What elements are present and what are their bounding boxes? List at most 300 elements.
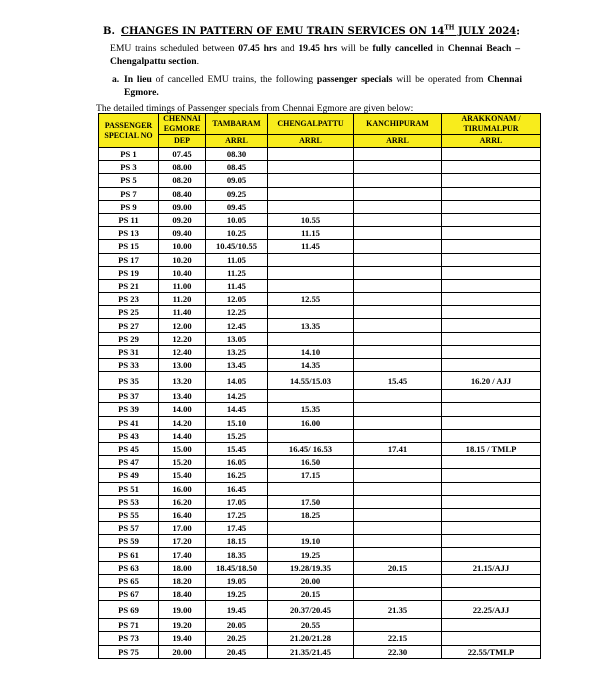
cell-train-no: PS 1 bbox=[99, 148, 159, 161]
table-row bbox=[99, 469, 541, 482]
cell-chengalpattu-arr bbox=[268, 200, 354, 213]
cell-egmore-dep: 16.00 bbox=[159, 482, 206, 495]
cell-kanchipuram-arr bbox=[354, 359, 442, 372]
cell-tambaram-arr: 16.25 bbox=[206, 469, 268, 482]
cell-chengalpattu-arr: 13.35 bbox=[268, 319, 354, 332]
cell-egmore-dep: 10.00 bbox=[159, 240, 206, 253]
cell-arakkonam-arr bbox=[442, 240, 541, 253]
table-row bbox=[99, 227, 541, 240]
cell-arakkonam-arr bbox=[442, 588, 541, 601]
cell-kanchipuram-arr bbox=[354, 574, 442, 587]
cell-kanchipuram-arr bbox=[354, 293, 442, 306]
cell-train-no: PS 11 bbox=[99, 213, 159, 226]
cell-kanchipuram-arr bbox=[354, 174, 442, 187]
cell-arakkonam-arr bbox=[442, 403, 541, 416]
cell-chengalpattu-arr: 20.55 bbox=[268, 619, 354, 632]
cell-arakkonam-arr bbox=[442, 456, 541, 469]
cell-chengalpattu-arr: 14.55/15.03 bbox=[268, 372, 354, 390]
table-row bbox=[99, 416, 541, 429]
cell-arakkonam-arr bbox=[442, 213, 541, 226]
table-row bbox=[99, 588, 541, 601]
cell-tambaram-arr: 20.05 bbox=[206, 619, 268, 632]
para-status: fully cancelled bbox=[372, 43, 433, 54]
cell-arakkonam-arr bbox=[442, 148, 541, 161]
cell-egmore-dep: 08.00 bbox=[159, 161, 206, 174]
cell-tambaram-arr: 16.05 bbox=[206, 456, 268, 469]
item-a bbox=[112, 73, 522, 99]
cell-tambaram-arr: 13.25 bbox=[206, 345, 268, 358]
cell-train-no: PS 21 bbox=[99, 279, 159, 292]
cell-kanchipuram-arr bbox=[354, 619, 442, 632]
cell-egmore-dep: 19.40 bbox=[159, 632, 206, 645]
cell-egmore-dep: 13.20 bbox=[159, 372, 206, 390]
table-row bbox=[99, 508, 541, 521]
section-title-sup: TH bbox=[444, 25, 455, 32]
cell-arakkonam-arr: 22.25/AJJ bbox=[442, 601, 541, 619]
cell-train-no: PS 57 bbox=[99, 522, 159, 535]
item-a-text bbox=[124, 73, 522, 99]
cell-train-no: PS 39 bbox=[99, 403, 159, 416]
table-row bbox=[99, 319, 541, 332]
para-text: and bbox=[276, 43, 299, 54]
cell-train-no: PS 7 bbox=[99, 187, 159, 200]
cell-kanchipuram-arr bbox=[354, 416, 442, 429]
para-time-from: 07.45 hrs bbox=[238, 43, 277, 54]
table-row bbox=[99, 574, 541, 587]
cell-arakkonam-arr bbox=[442, 619, 541, 632]
cell-kanchipuram-arr bbox=[354, 429, 442, 442]
cell-egmore-dep: 11.20 bbox=[159, 293, 206, 306]
table-row bbox=[99, 442, 541, 455]
cell-kanchipuram-arr bbox=[354, 588, 442, 601]
cell-arakkonam-arr bbox=[442, 345, 541, 358]
cell-chengalpattu-arr: 19.25 bbox=[268, 548, 354, 561]
para-text: . bbox=[196, 56, 200, 67]
cell-chengalpattu-arr bbox=[268, 306, 354, 319]
cell-arakkonam-arr bbox=[442, 574, 541, 587]
cell-egmore-dep: 08.20 bbox=[159, 174, 206, 187]
cell-arakkonam-arr bbox=[442, 429, 541, 442]
cell-arakkonam-arr bbox=[442, 319, 541, 332]
cell-train-no: PS 75 bbox=[99, 645, 159, 658]
cell-tambaram-arr: 10.45/10.55 bbox=[206, 240, 268, 253]
cell-tambaram-arr: 17.25 bbox=[206, 508, 268, 521]
timetable bbox=[98, 113, 541, 659]
cell-tambaram-arr: 20.45 bbox=[206, 645, 268, 658]
cell-tambaram-arr: 17.45 bbox=[206, 522, 268, 535]
cell-tambaram-arr: 12.25 bbox=[206, 306, 268, 319]
cell-kanchipuram-arr bbox=[354, 266, 442, 279]
cell-tambaram-arr: 18.35 bbox=[206, 548, 268, 561]
cell-train-no: PS 27 bbox=[99, 319, 159, 332]
cell-chengalpattu-arr bbox=[268, 148, 354, 161]
cell-chengalpattu-arr: 11.15 bbox=[268, 227, 354, 240]
cell-train-no: PS 67 bbox=[99, 588, 159, 601]
cell-arakkonam-arr bbox=[442, 200, 541, 213]
cell-arakkonam-arr bbox=[442, 293, 541, 306]
cell-arakkonam-arr bbox=[442, 227, 541, 240]
cell-train-no: PS 3 bbox=[99, 161, 159, 174]
cell-kanchipuram-arr bbox=[354, 345, 442, 358]
header-chengalpattu: CHENGALPATTU bbox=[268, 114, 354, 135]
header-chennai-egmore: CHENNAI EGMORE bbox=[159, 114, 206, 135]
cell-kanchipuram-arr bbox=[354, 253, 442, 266]
cell-train-no: PS 53 bbox=[99, 495, 159, 508]
cell-egmore-dep: 18.00 bbox=[159, 561, 206, 574]
timetable-body bbox=[99, 148, 541, 659]
cell-kanchipuram-arr: 20.15 bbox=[354, 561, 442, 574]
intro-paragraph bbox=[110, 42, 520, 68]
cell-chengalpattu-arr: 17.15 bbox=[268, 469, 354, 482]
cell-egmore-dep: 12.00 bbox=[159, 319, 206, 332]
cell-chengalpattu-arr bbox=[268, 522, 354, 535]
cell-train-no: PS 71 bbox=[99, 619, 159, 632]
cell-train-no: PS 23 bbox=[99, 293, 159, 306]
cell-tambaram-arr: 08.30 bbox=[206, 148, 268, 161]
table-row bbox=[99, 456, 541, 469]
subheader-egmore: DEP bbox=[159, 135, 206, 148]
cell-egmore-dep: 17.40 bbox=[159, 548, 206, 561]
cell-egmore-dep: 20.00 bbox=[159, 645, 206, 658]
cell-tambaram-arr: 19.05 bbox=[206, 574, 268, 587]
cell-egmore-dep: 15.20 bbox=[159, 456, 206, 469]
table-row bbox=[99, 482, 541, 495]
cell-tambaram-arr: 08.45 bbox=[206, 161, 268, 174]
table-row bbox=[99, 632, 541, 645]
cell-egmore-dep: 14.20 bbox=[159, 416, 206, 429]
cell-egmore-dep: 13.00 bbox=[159, 359, 206, 372]
cell-chengalpattu-arr bbox=[268, 279, 354, 292]
table-row bbox=[99, 306, 541, 319]
table-row bbox=[99, 522, 541, 535]
cell-chengalpattu-arr: 20.15 bbox=[268, 588, 354, 601]
para-time-to: 19.45 hrs bbox=[298, 43, 338, 54]
cell-chengalpattu-arr bbox=[268, 482, 354, 495]
item-a-label: a. bbox=[112, 74, 120, 85]
cell-egmore-dep: 12.20 bbox=[159, 332, 206, 345]
cell-chengalpattu-arr bbox=[268, 429, 354, 442]
table-row bbox=[99, 240, 541, 253]
cell-train-no: PS 31 bbox=[99, 345, 159, 358]
cell-chengalpattu-arr: 20.00 bbox=[268, 574, 354, 587]
para-text: EMU trains scheduled between bbox=[110, 43, 239, 54]
table-row bbox=[99, 535, 541, 548]
cell-egmore-dep: 13.40 bbox=[159, 390, 206, 403]
cell-chengalpattu-arr: 20.37/20.45 bbox=[268, 601, 354, 619]
cell-egmore-dep: 15.40 bbox=[159, 469, 206, 482]
table-row bbox=[99, 200, 541, 213]
cell-chengalpattu-arr: 19.10 bbox=[268, 535, 354, 548]
cell-chengalpattu-arr bbox=[268, 161, 354, 174]
cell-train-no: PS 49 bbox=[99, 469, 159, 482]
table-row bbox=[99, 161, 541, 174]
cell-train-no: PS 25 bbox=[99, 306, 159, 319]
cell-egmore-dep: 11.40 bbox=[159, 306, 206, 319]
cell-egmore-dep: 16.20 bbox=[159, 495, 206, 508]
cell-chengalpattu-arr bbox=[268, 266, 354, 279]
cell-chengalpattu-arr bbox=[268, 174, 354, 187]
cell-arakkonam-arr bbox=[442, 359, 541, 372]
cell-egmore-dep: 18.40 bbox=[159, 588, 206, 601]
section-title-post: JULY 2024 bbox=[454, 26, 517, 38]
cell-train-no: PS 17 bbox=[99, 253, 159, 266]
cell-tambaram-arr: 15.45 bbox=[206, 442, 268, 455]
subheader-kanchipuram: ARRL bbox=[354, 135, 442, 148]
cell-arakkonam-arr: 16.20 / AJJ bbox=[442, 372, 541, 390]
header-tambaram: TAMBARAM bbox=[206, 114, 268, 135]
header-kanchipuram: KANCHIPURAM bbox=[354, 114, 442, 135]
cell-kanchipuram-arr bbox=[354, 456, 442, 469]
cell-arakkonam-arr: 22.55/TMLP bbox=[442, 645, 541, 658]
item-a-plain: of cancelled EMU trains, the following bbox=[151, 74, 317, 85]
cell-egmore-dep: 07.45 bbox=[159, 148, 206, 161]
cell-tambaram-arr: 09.05 bbox=[206, 174, 268, 187]
cell-egmore-dep: 14.40 bbox=[159, 429, 206, 442]
cell-arakkonam-arr bbox=[442, 495, 541, 508]
cell-tambaram-arr: 15.10 bbox=[206, 416, 268, 429]
para-section-name: Chennai Beach – Chengalpattu section bbox=[110, 43, 520, 67]
header-passenger-special: PASSENGER SPECIAL NO bbox=[99, 114, 159, 148]
cell-train-no: PS 41 bbox=[99, 416, 159, 429]
cell-kanchipuram-arr bbox=[354, 548, 442, 561]
cell-tambaram-arr: 15.25 bbox=[206, 429, 268, 442]
cell-arakkonam-arr bbox=[442, 535, 541, 548]
cell-kanchipuram-arr bbox=[354, 213, 442, 226]
table-row bbox=[99, 148, 541, 161]
cell-tambaram-arr: 09.45 bbox=[206, 200, 268, 213]
cell-train-no: PS 15 bbox=[99, 240, 159, 253]
subheader-tambaram: ARRL bbox=[206, 135, 268, 148]
cell-kanchipuram-arr bbox=[354, 469, 442, 482]
cell-tambaram-arr: 18.15 bbox=[206, 535, 268, 548]
cell-chengalpattu-arr: 14.10 bbox=[268, 345, 354, 358]
item-a-plain: will be operated from bbox=[392, 74, 488, 85]
cell-kanchipuram-arr: 22.30 bbox=[354, 645, 442, 658]
cell-kanchipuram-arr bbox=[354, 390, 442, 403]
cell-train-no: PS 69 bbox=[99, 601, 159, 619]
para-text: will be bbox=[337, 43, 373, 54]
table-row bbox=[99, 187, 541, 200]
cell-arakkonam-arr bbox=[442, 161, 541, 174]
cell-tambaram-arr: 16.45 bbox=[206, 482, 268, 495]
cell-arakkonam-arr bbox=[442, 187, 541, 200]
cell-egmore-dep: 19.00 bbox=[159, 601, 206, 619]
section-title-pre: CHANGES IN PATTERN OF EMU TRAIN SERVICES ON 14 bbox=[121, 26, 445, 38]
cell-kanchipuram-arr bbox=[354, 535, 442, 548]
cell-kanchipuram-arr bbox=[354, 227, 442, 240]
para-text: in bbox=[432, 43, 448, 54]
cell-tambaram-arr: 14.25 bbox=[206, 390, 268, 403]
cell-arakkonam-arr bbox=[442, 253, 541, 266]
table-caption: The detailed timings of Passenger specials from Chennai Egmore are given below: bbox=[96, 103, 414, 114]
cell-train-no: PS 29 bbox=[99, 332, 159, 345]
cell-arakkonam-arr bbox=[442, 279, 541, 292]
cell-arakkonam-arr: 18.15 / TMLP bbox=[442, 442, 541, 455]
cell-kanchipuram-arr bbox=[354, 279, 442, 292]
cell-egmore-dep: 17.00 bbox=[159, 522, 206, 535]
cell-arakkonam-arr bbox=[442, 332, 541, 345]
table-row bbox=[99, 174, 541, 187]
cell-chengalpattu-arr: 17.50 bbox=[268, 495, 354, 508]
cell-egmore-dep: 16.40 bbox=[159, 508, 206, 521]
cell-kanchipuram-arr bbox=[354, 240, 442, 253]
subheader-arakkonam: ARRL bbox=[442, 135, 541, 148]
table-row bbox=[99, 403, 541, 416]
cell-egmore-dep: 11.00 bbox=[159, 279, 206, 292]
item-a-bold: Chennai Egmore. bbox=[124, 74, 522, 98]
cell-arakkonam-arr bbox=[442, 508, 541, 521]
cell-chengalpattu-arr: 16.45/ 16.53 bbox=[268, 442, 354, 455]
item-a-bold: passenger specials bbox=[316, 74, 393, 85]
section-title-colon: : bbox=[516, 26, 520, 38]
cell-chengalpattu-arr: 16.50 bbox=[268, 456, 354, 469]
cell-arakkonam-arr: 21.15/AJJ bbox=[442, 561, 541, 574]
cell-train-no: PS 45 bbox=[99, 442, 159, 455]
cell-kanchipuram-arr: 15.45 bbox=[354, 372, 442, 390]
cell-kanchipuram-arr: 17.41 bbox=[354, 442, 442, 455]
cell-tambaram-arr: 10.25 bbox=[206, 227, 268, 240]
cell-train-no: PS 13 bbox=[99, 227, 159, 240]
cell-chengalpattu-arr bbox=[268, 332, 354, 345]
cell-chengalpattu-arr: 21.35/21.45 bbox=[268, 645, 354, 658]
cell-train-no: PS 35 bbox=[99, 372, 159, 390]
table-row bbox=[99, 279, 541, 292]
cell-arakkonam-arr bbox=[442, 306, 541, 319]
cell-chengalpattu-arr bbox=[268, 390, 354, 403]
cell-egmore-dep: 14.00 bbox=[159, 403, 206, 416]
cell-chengalpattu-arr: 18.25 bbox=[268, 508, 354, 521]
cell-tambaram-arr: 13.45 bbox=[206, 359, 268, 372]
cell-arakkonam-arr bbox=[442, 174, 541, 187]
cell-train-no: PS 73 bbox=[99, 632, 159, 645]
cell-train-no: PS 19 bbox=[99, 266, 159, 279]
cell-tambaram-arr: 14.05 bbox=[206, 372, 268, 390]
cell-arakkonam-arr bbox=[442, 469, 541, 482]
table-row bbox=[99, 495, 541, 508]
subheader-chengalpattu: ARRL bbox=[268, 135, 354, 148]
item-a-bold: In lieu bbox=[124, 74, 152, 85]
header-arakkonam: ARAKKONAM / TIRUMALPUR bbox=[442, 114, 541, 135]
cell-train-no: PS 63 bbox=[99, 561, 159, 574]
cell-egmore-dep: 10.40 bbox=[159, 266, 206, 279]
cell-egmore-dep: 19.20 bbox=[159, 619, 206, 632]
cell-tambaram-arr: 13.05 bbox=[206, 332, 268, 345]
cell-tambaram-arr: 14.45 bbox=[206, 403, 268, 416]
table-row bbox=[99, 332, 541, 345]
cell-kanchipuram-arr bbox=[354, 495, 442, 508]
cell-tambaram-arr: 11.45 bbox=[206, 279, 268, 292]
cell-arakkonam-arr bbox=[442, 266, 541, 279]
cell-train-no: PS 47 bbox=[99, 456, 159, 469]
cell-arakkonam-arr bbox=[442, 522, 541, 535]
cell-egmore-dep: 09.00 bbox=[159, 200, 206, 213]
cell-tambaram-arr: 17.05 bbox=[206, 495, 268, 508]
cell-kanchipuram-arr bbox=[354, 403, 442, 416]
cell-arakkonam-arr bbox=[442, 390, 541, 403]
section-number: B. bbox=[103, 26, 115, 38]
cell-train-no: PS 43 bbox=[99, 429, 159, 442]
cell-train-no: PS 59 bbox=[99, 535, 159, 548]
cell-egmore-dep: 10.20 bbox=[159, 253, 206, 266]
table-row bbox=[99, 266, 541, 279]
table-row bbox=[99, 390, 541, 403]
section-title bbox=[121, 26, 516, 37]
cell-kanchipuram-arr bbox=[354, 306, 442, 319]
cell-tambaram-arr: 11.25 bbox=[206, 266, 268, 279]
cell-kanchipuram-arr bbox=[354, 482, 442, 495]
cell-kanchipuram-arr bbox=[354, 161, 442, 174]
cell-egmore-dep: 15.00 bbox=[159, 442, 206, 455]
cell-chengalpattu-arr: 15.35 bbox=[268, 403, 354, 416]
cell-arakkonam-arr bbox=[442, 416, 541, 429]
table-row bbox=[99, 253, 541, 266]
cell-kanchipuram-arr bbox=[354, 332, 442, 345]
cell-tambaram-arr: 09.25 bbox=[206, 187, 268, 200]
cell-kanchipuram-arr bbox=[354, 522, 442, 535]
cell-train-no: PS 37 bbox=[99, 390, 159, 403]
cell-kanchipuram-arr bbox=[354, 200, 442, 213]
cell-kanchipuram-arr bbox=[354, 508, 442, 521]
cell-egmore-dep: 17.20 bbox=[159, 535, 206, 548]
table-row bbox=[99, 213, 541, 226]
cell-train-no: PS 5 bbox=[99, 174, 159, 187]
cell-kanchipuram-arr: 21.35 bbox=[354, 601, 442, 619]
table-row bbox=[99, 293, 541, 306]
table-row bbox=[99, 548, 541, 561]
cell-tambaram-arr: 12.45 bbox=[206, 319, 268, 332]
cell-chengalpattu-arr bbox=[268, 253, 354, 266]
table-row bbox=[99, 619, 541, 632]
cell-chengalpattu-arr: 16.00 bbox=[268, 416, 354, 429]
cell-arakkonam-arr bbox=[442, 548, 541, 561]
cell-egmore-dep: 18.20 bbox=[159, 574, 206, 587]
table-row bbox=[99, 429, 541, 442]
cell-kanchipuram-arr bbox=[354, 148, 442, 161]
cell-egmore-dep: 09.20 bbox=[159, 213, 206, 226]
cell-egmore-dep: 12.40 bbox=[159, 345, 206, 358]
cell-tambaram-arr: 20.25 bbox=[206, 632, 268, 645]
cell-chengalpattu-arr: 21.20/21.28 bbox=[268, 632, 354, 645]
cell-train-no: PS 61 bbox=[99, 548, 159, 561]
cell-arakkonam-arr bbox=[442, 632, 541, 645]
cell-tambaram-arr: 19.45 bbox=[206, 601, 268, 619]
cell-tambaram-arr: 19.25 bbox=[206, 588, 268, 601]
cell-chengalpattu-arr: 10.55 bbox=[268, 213, 354, 226]
cell-arakkonam-arr bbox=[442, 482, 541, 495]
table-row bbox=[99, 359, 541, 372]
cell-kanchipuram-arr bbox=[354, 319, 442, 332]
table-row bbox=[99, 601, 541, 619]
cell-chengalpattu-arr: 19.28/19.35 bbox=[268, 561, 354, 574]
cell-kanchipuram-arr bbox=[354, 187, 442, 200]
table-row bbox=[99, 345, 541, 358]
cell-chengalpattu-arr: 12.55 bbox=[268, 293, 354, 306]
table-row bbox=[99, 372, 541, 390]
cell-train-no: PS 55 bbox=[99, 508, 159, 521]
cell-egmore-dep: 09.40 bbox=[159, 227, 206, 240]
table-row bbox=[99, 645, 541, 658]
cell-egmore-dep: 08.40 bbox=[159, 187, 206, 200]
cell-train-no: PS 51 bbox=[99, 482, 159, 495]
cell-train-no: PS 65 bbox=[99, 574, 159, 587]
cell-train-no: PS 9 bbox=[99, 200, 159, 213]
cell-chengalpattu-arr: 14.35 bbox=[268, 359, 354, 372]
section-heading bbox=[103, 25, 520, 37]
cell-tambaram-arr: 11.05 bbox=[206, 253, 268, 266]
table-row bbox=[99, 561, 541, 574]
cell-kanchipuram-arr: 22.15 bbox=[354, 632, 442, 645]
cell-tambaram-arr: 10.05 bbox=[206, 213, 268, 226]
